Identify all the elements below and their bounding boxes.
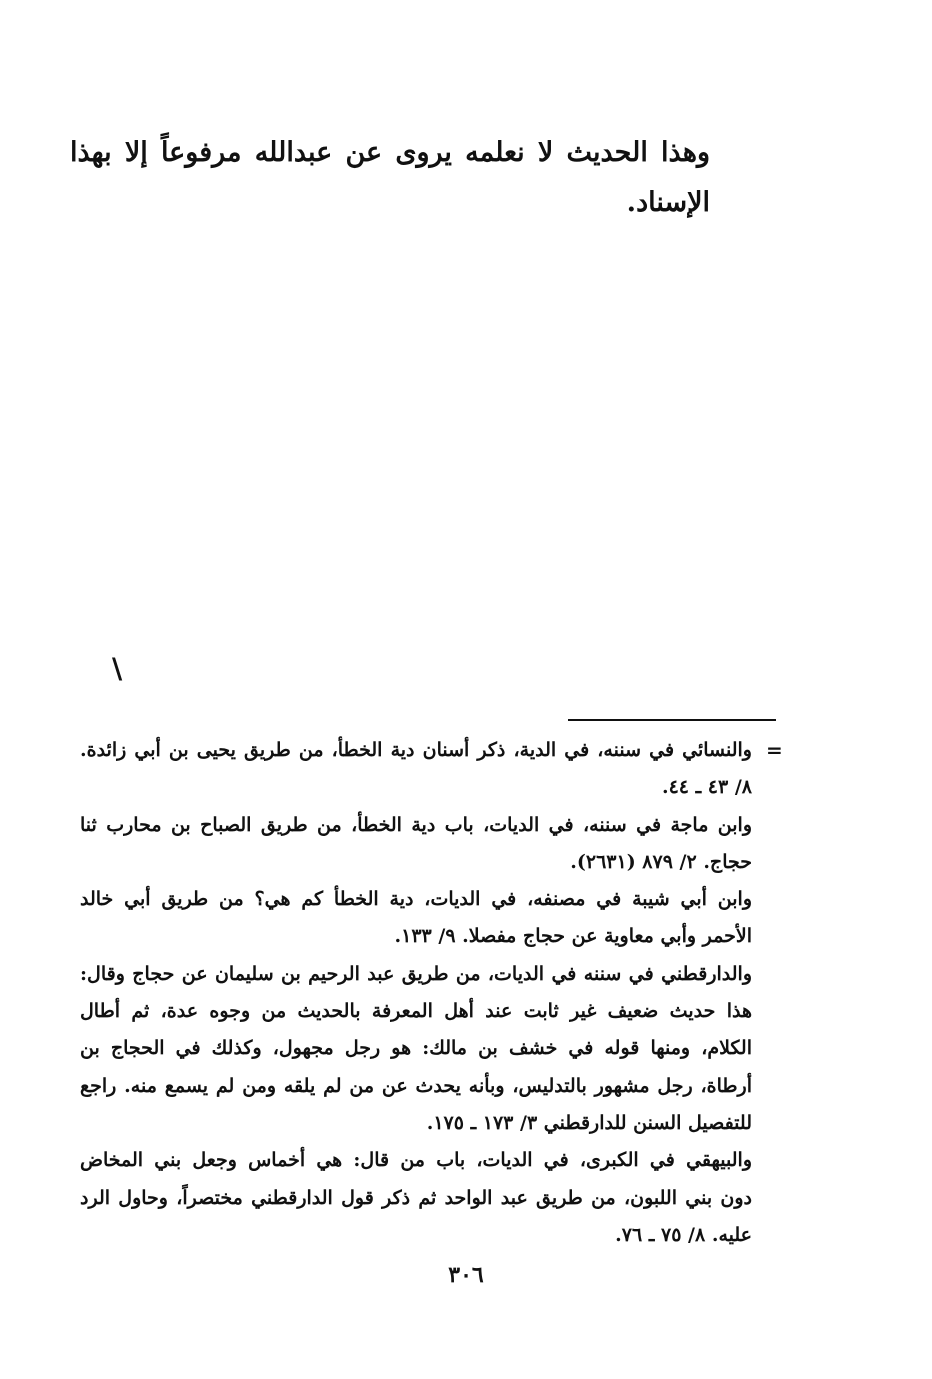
footnote-line: عليه. ٨/ ٧٥ ـ ٧٦. [615,1223,752,1246]
footnote-line: والنسائي في سننه، في الدية، ذكر أسنان دية الخطأ، من طريق يحيى بن أبي زائدة. [80,739,752,761]
footnote-line: الأحمر وأبي معاوية عن حجاج مفصلا. ٩/ ١٣٣. [394,925,752,948]
footnote-line: الكلام، ومنها قوله في خشف بن مالك: هو رجل مجهول، وكذلك في الحجاج بن [80,1037,752,1060]
footnote-line: حجاج. ٢/ ٨٧٩ (٢٦٣١). [570,850,752,873]
footnote-line: وابن ماجة في سننه، في الديات، باب دية الخطأ، من طريق الصباح بن محارب ثنا [80,813,752,836]
main-text-line-2: الإسناد. [626,187,710,218]
main-text-line-1: وهذا الحديث لا نعلمه يروى عن عبدالله مرفوعاً إلا بهذا [70,137,710,168]
stray-mark: \ [112,652,123,685]
footnote-continuation-mark: = [766,738,783,762]
footnote-line: هذا حديث ضعيف غير ثابت عند أهل المعرفة بالحديث من وجوه عدة، ثم أطال [80,1000,752,1023]
footnote-line: وابن أبي شيبة في مصنفه، في الديات، دية الخطأ كم هي؟ من طريق أبي خالد [80,888,752,911]
footnote-separator [568,719,776,721]
footnote-line: والبيهقي في الكبرى، في الديات، باب من قال: هي أخماس وجعل بني المخاض [80,1149,752,1172]
footnote-line: دون بني اللبون، من طريق عبد الواحد ثم ذكر قول الدارقطني مختصراً، وحاول الرد [80,1186,752,1209]
footnote-line: أرطاة، رجل مشهور بالتدليس، وبأنه يحدث عن من لم يلقه ومن لم يسمع منه. راجع [80,1074,752,1097]
footnote-line: والدارقطني في سننه في الديات، من طريق عبد الرحيم بن سليمان عن حجاج وقال: [80,962,752,985]
page-number: ٣٠٦ [448,1262,484,1288]
footnote-line: ٨/ ٤٣ ـ ٤٤. [661,776,752,799]
main-text-block [70,128,710,228]
footnotes-block [80,732,752,1254]
footnote-line: للتفصيل السنن للدارقطني ٣/ ١٧٣ ـ ١٧٥. [426,1111,752,1134]
